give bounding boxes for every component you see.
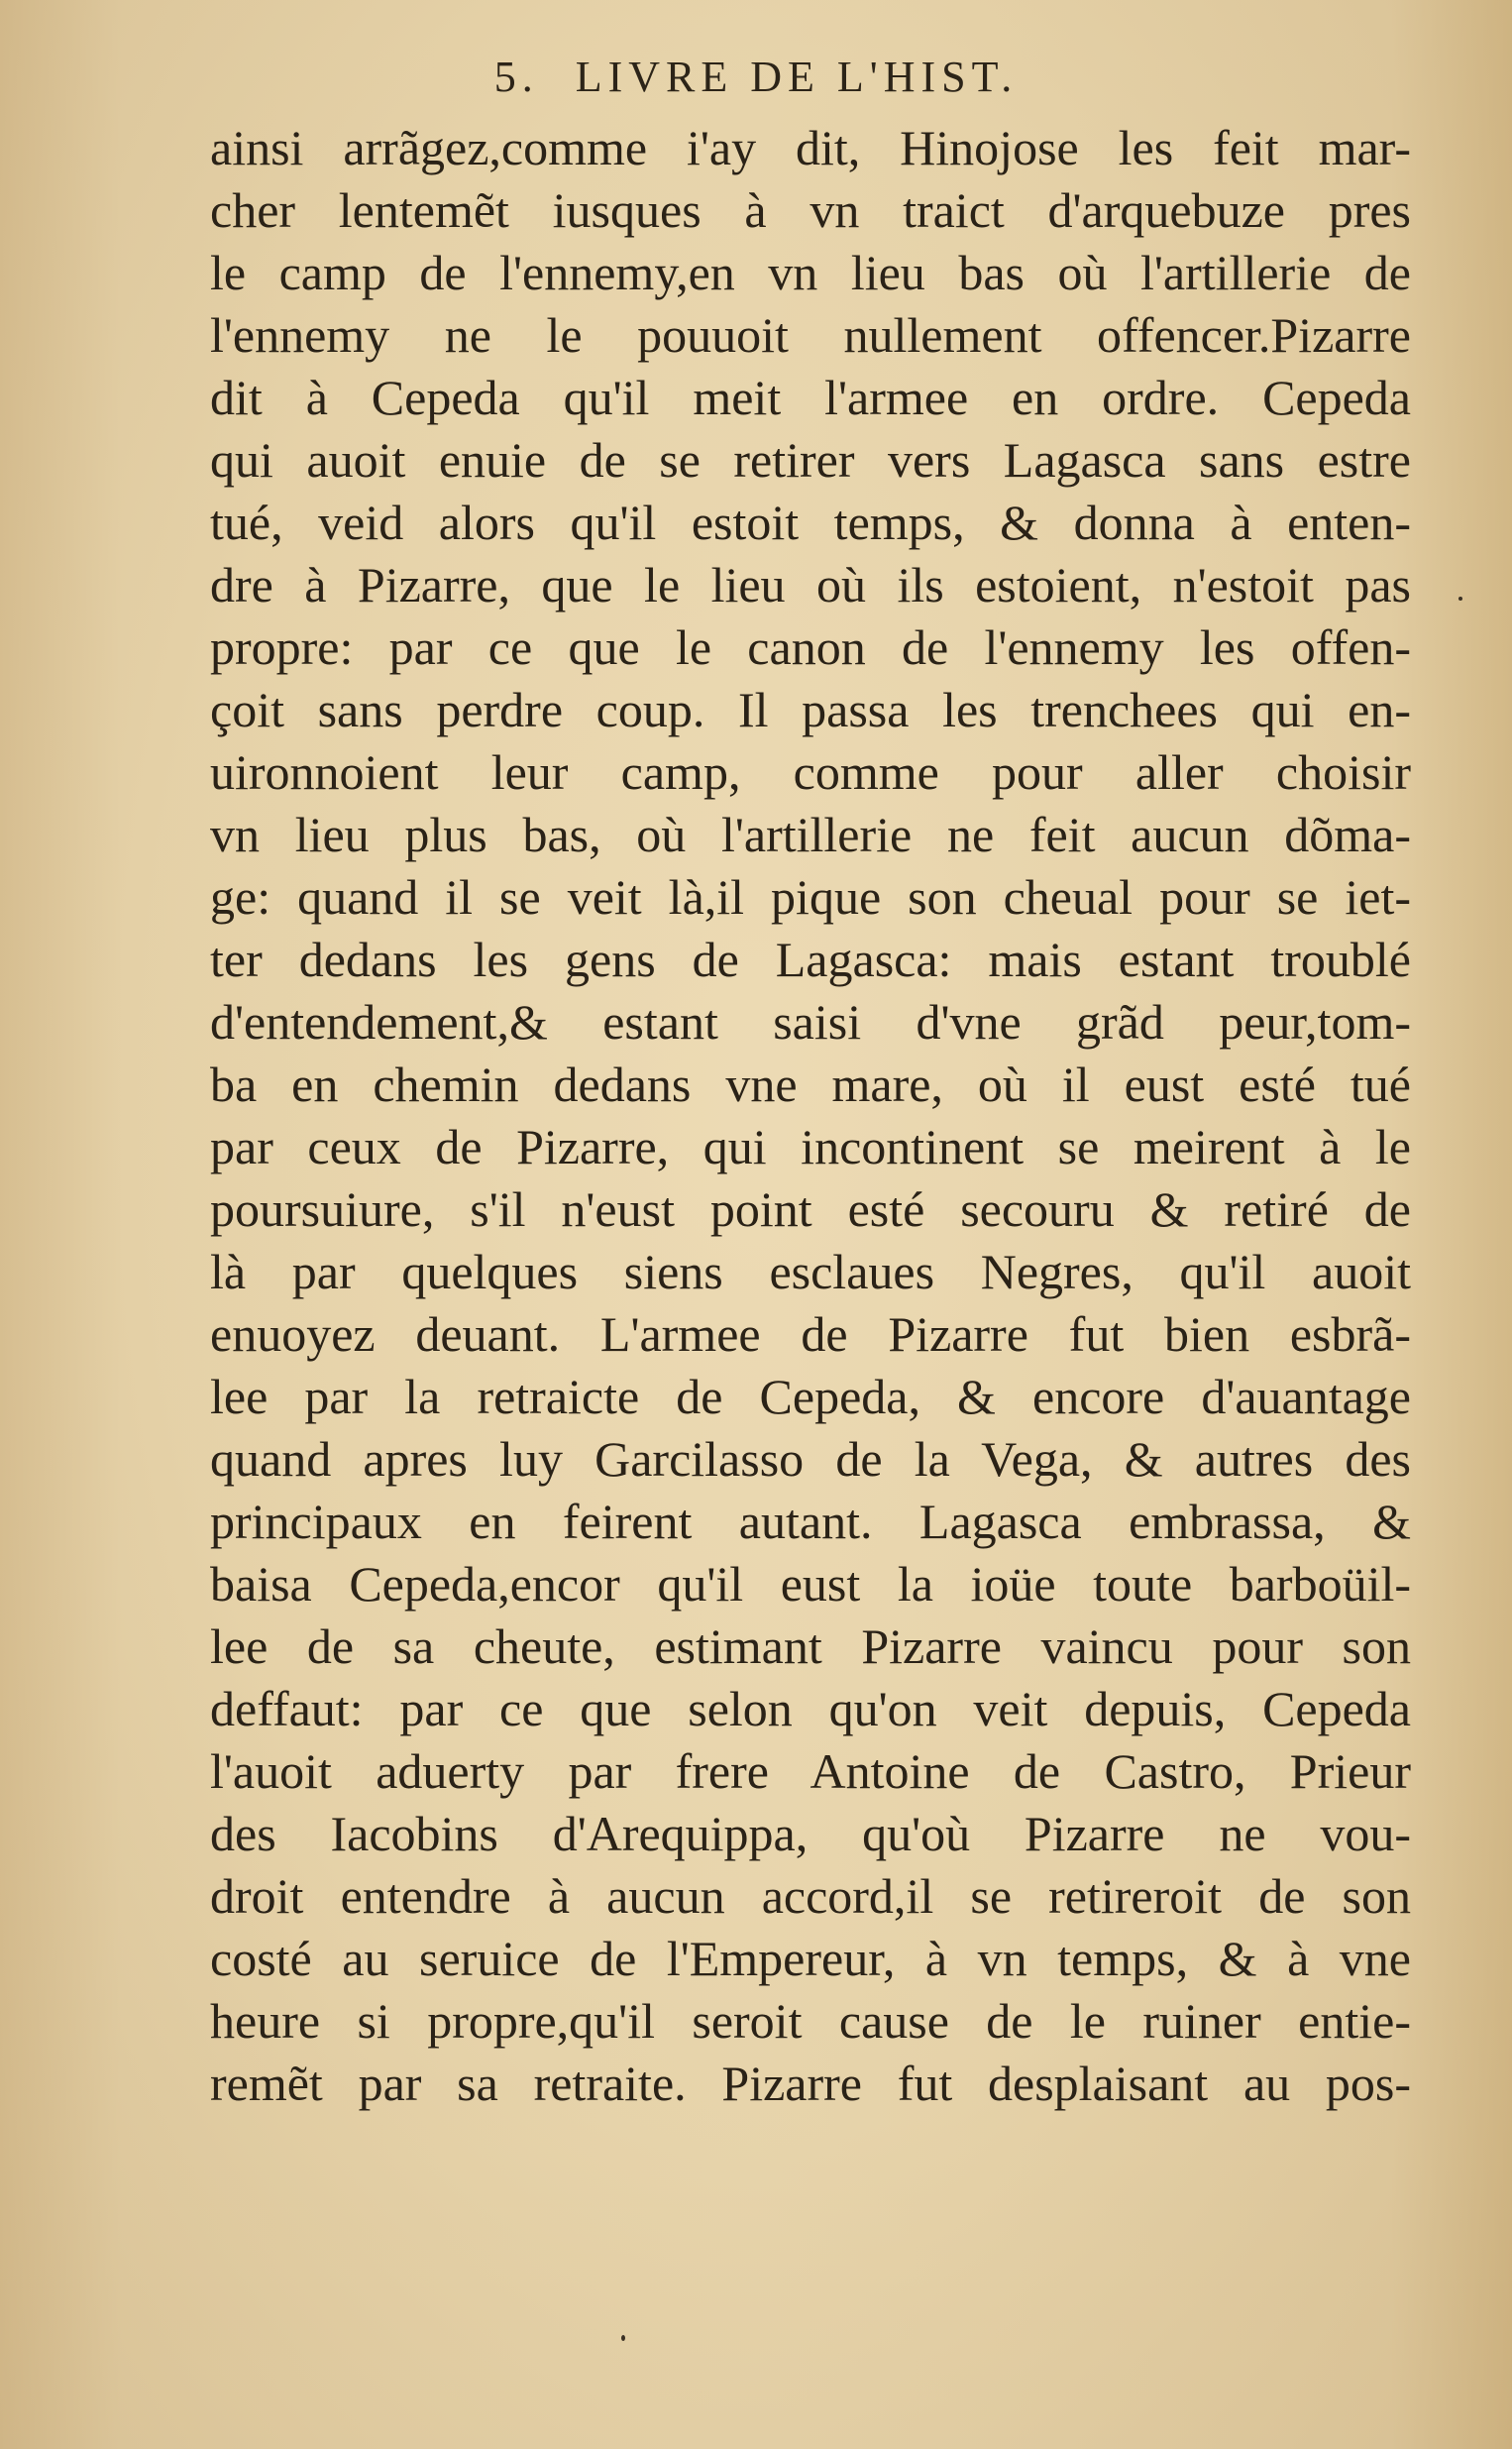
text-line: lee de sa cheute, estimant Pizarre vaincu pour son — [210, 1618, 1411, 1674]
text-line: là par quelques siens esclaues Negres, qu'il auoit — [210, 1244, 1411, 1299]
text-line: enuoyez deuant. L'armee de Pizarre fut bien esbrã- — [210, 1306, 1411, 1362]
text-line: deffaut: par ce que selon qu'on veit depuis, Cepeda — [210, 1681, 1411, 1736]
page-number: 5. — [493, 53, 539, 101]
text-line: l'ennemy ne le pouuoit nullement offencer.Pizarre — [210, 307, 1411, 363]
text-line: le camp de l'ennemy,en vn lieu bas où l'artillerie de — [210, 245, 1411, 300]
running-title: LIVRE DE L'HIST. — [575, 53, 1019, 101]
text-line: remẽt par sa retraite. Pizarre fut desplaisant au pos- — [210, 2056, 1411, 2111]
text-line: heure si propre,qu'il seroit cause de le ruiner entie- — [210, 1993, 1411, 2049]
text-line: ainsi arrãgez,comme i'ay dit, Hinojose les feit mar- — [210, 120, 1411, 175]
text-line: quand apres luy Garcilasso de la Vega, & autres des — [210, 1431, 1411, 1487]
text-line: des Iacobins d'Arequippa, qu'où Pizarre ne vou- — [210, 1806, 1411, 1861]
text-line: vn lieu plus bas, où l'artillerie ne feit aucun dõma- — [210, 807, 1411, 862]
text-line: costé au seruice de l'Empereur, à vn temps, & à vne — [210, 1931, 1411, 1986]
ink-speck — [1458, 597, 1462, 601]
text-line: qui auoit enuie de se retirer vers Lagasca sans estre — [210, 432, 1411, 488]
text-line: cher lentemẽt iusques à vn traict d'arquebuze pres — [210, 182, 1411, 238]
text-line: par ceux de Pizarre, qui incontinent se meirent à le — [210, 1119, 1411, 1174]
text-line: l'auoit aduerty par frere Antoine de Castro, Prieur — [210, 1743, 1411, 1799]
running-header — [0, 52, 1512, 102]
ink-speck — [621, 2335, 625, 2341]
text-line: lee par la retraicte de Cepeda, & encore d'auantage — [210, 1369, 1411, 1424]
text-line: ge: quand il se veit là,il pique son cheual pour se iet- — [210, 869, 1411, 925]
text-line: çoit sans perdre coup. Il passa les trenchees qui en- — [210, 682, 1411, 737]
text-line: uironnoient leur camp, comme pour aller choisir — [210, 744, 1411, 800]
text-line: principaux en feirent autant. Lagasca embrassa, & — [210, 1494, 1411, 1549]
text-line: propre: par ce que le canon de l'ennemy les offen- — [210, 619, 1411, 675]
text-line: droit entendre à aucun accord,il se retireroit de son — [210, 1868, 1411, 1924]
text-line: baisa Cepeda,encor qu'il eust la ioüe toute barboüil- — [210, 1556, 1411, 1612]
text-line: poursuiure, s'il n'eust point esté secouru & retiré de — [210, 1181, 1411, 1237]
body-text — [210, 117, 1411, 2115]
text-line: dre à Pizarre, que le lieu où ils estoient, n'estoit pas — [210, 557, 1411, 612]
text-line: dit à Cepeda qu'il meit l'armee en ordre. Cepeda — [210, 370, 1411, 425]
text-line: ter dedans les gens de Lagasca: mais estant troublé — [210, 932, 1411, 987]
text-line: d'entendement,& estant saisi d'vne grãd peur,tom- — [210, 994, 1411, 1050]
text-line: ba en chemin dedans vne mare, où il eust esté tué — [210, 1057, 1411, 1112]
text-line: tué, veid alors qu'il estoit temps, & donna à enten- — [210, 495, 1411, 550]
